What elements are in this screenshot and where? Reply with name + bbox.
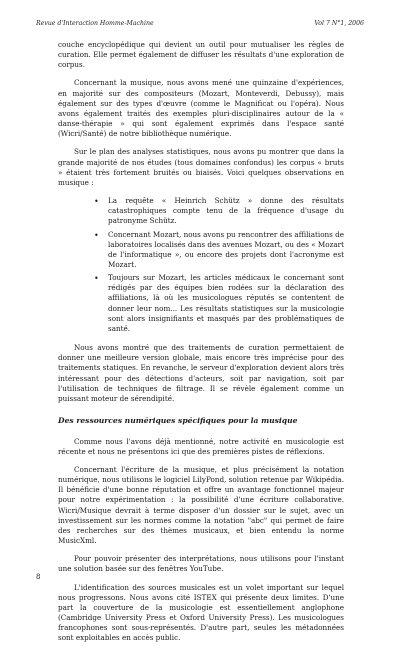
- paragraph: Sur le plan des analyses statistiques, nous avons pu montrer que dans la grande majorité de nos études (tous domaines confondus) les corpus « bruts » étaient très fortement bruités ou biaisés. Voici quelques observations en musique :: [58, 147, 344, 187]
- running-header: [36, 20, 364, 32]
- paragraph: couche encyclopédique qui devient un outil pour mutualiser les règles de curation. Elle permet également de diffuser les résultats d'une exploration de corpus.: [58, 40, 344, 70]
- list-item: • Concernant Mozart, nous avons pu rencontrer des affiliations de laboratoires localisés dans des avenues Mozart, ou des « Mozart de l'informatique », ou encore des projets dont l'acronyme est Mozart.: [108, 230, 344, 271]
- section-heading: Des ressources numériques spécifiques pour la musique: [58, 416, 298, 425]
- volume-info: Vol 7 N°1, 2006: [314, 20, 364, 27]
- list-item: • La requête « Heinrich Schütz » donne des résultats catastrophiques compte tenu de la fréquence d'usage du patronyme Schütz.: [108, 196, 344, 226]
- page-number: 8: [36, 573, 41, 581]
- list-item: • Toujours sur Mozart, les articles médicaux le concernant sont rédigés par des équipes bien rodées sur la déclaration des affiliations, là où les musicologues réputés se contentent de donner leur nom... Les résultats statistiques sur la musicologie sont alors insignifiants et masqués par des problématiques de santé.: [108, 273, 344, 334]
- observations-list: [58, 196, 344, 334]
- paragraph: Pour pouvoir présenter des interprétations, nous utilisons pour l'instant une solution basée sur des fenêtres YouTube.: [58, 554, 344, 574]
- paragraph: Nous avons montré que des traitements de curation permettaient de donner une meilleure version globale, mais encore très imprécise pour des traitements statiques. En revanche, le serveur d'exploration devient alors très intéressant pour des détections d'acteurs, soit par navigation, soit par l'utilisation de techniques de filtrage. Il se révèle également comme un puissant moteur de sérendipité.: [58, 343, 344, 403]
- paragraph: Comme nous l'avons déjà mentionné, notre activité en musicologie est récente et nous ne présentons ici que des premières pistes de réflexions.: [58, 436, 344, 456]
- journal-title: Revue d'Interaction Homme-Machine: [36, 20, 154, 27]
- paragraph: L'identification des sources musicales est un volet important sur lequel nous progressons. Nous avons cité ISTEX qui présente deux limites. D'une part la couverture de la musicologie est essentiellement anglophone (Cambridge University Press et Oxford University Press). Les musicologues francophones sont sous-représentés. D'autre part, seules les métadonnées sont exploitables en accès public.: [58, 582, 344, 643]
- body-text: [58, 40, 344, 652]
- paragraph: Concernant l'écriture de la musique, et plus précisément la notation numérique, nous utilisons le logiciel LilyPond, solution retenue par Wikipédia. Il bénéficie d'une bonne réputation et offre un avantage fonctionnel majeur pour notre expérimentation : la possibilité d'une écriture collaborative. Wicri/Musique devrait à terme disposer d'un dossier sur le sujet, avec un investissement sur les normes comme la notation "abc" qui permet de faire des recherches sur des thèmes musicaux, et bien entendu la norme MusicXml.: [58, 465, 344, 546]
- paragraph: Concernant la musique, nous avons mené une quinzaine d'expériences, en majorité sur des compositeurs (Mozart, Monteverdi, Debussy), mais également sur des types d'œuvre (comme le Magnificat ou l'opéra). Nous avons également traités des exemples pluri-disciplinaires autour de la « danse-thérapie » qui sont également exprimés dans l'espace santé (Wicri/Santé) de notre bibliothèque numérique.: [58, 78, 344, 139]
